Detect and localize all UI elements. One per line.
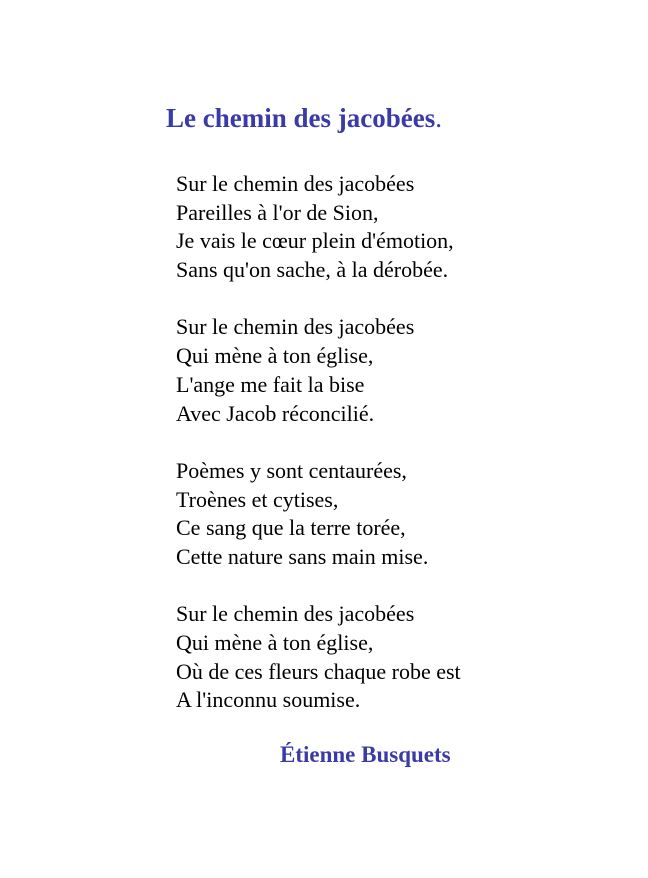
poem-title-text: Le chemin des jacobées xyxy=(166,103,436,133)
poem-line: Ce sang que la terre torée, xyxy=(176,515,406,541)
stanza-3 xyxy=(176,457,461,572)
poem-line: Où de ces fleurs chaque robe est xyxy=(176,658,461,684)
poem-line: Sans qu'on sache, à la dérobée. xyxy=(176,257,449,283)
poem-line: Cette nature sans main mise. xyxy=(176,543,429,569)
poem-line: Qui mène à ton église, xyxy=(176,629,374,655)
poem-line: Je vais le cœur plein d'émotion, xyxy=(176,228,454,254)
poem-line: Sur le chemin des jacobées xyxy=(176,314,415,340)
poem-line: L'ange me fait la bise xyxy=(176,371,365,397)
poem-line: Pareilles à l'or de Sion, xyxy=(176,199,379,225)
poem-line: Sur le chemin des jacobées xyxy=(176,601,415,627)
poem-line: Avec Jacob réconcilié. xyxy=(176,400,375,426)
poem-author: Étienne Busquets xyxy=(280,742,451,767)
poem-line: Sur le chemin des jacobées xyxy=(176,171,415,196)
stanza-2 xyxy=(176,313,461,428)
stanza-4 xyxy=(176,600,461,715)
poem-line: Qui mène à ton église, xyxy=(176,343,374,369)
poem-title-period: . xyxy=(435,103,442,133)
poem-line: Poèmes y sont centaurées, xyxy=(176,457,407,483)
poem-body xyxy=(176,170,461,744)
stanza-1 xyxy=(176,170,461,285)
poem-line: Troènes et cytises, xyxy=(176,486,339,512)
poem-line: A l'inconnu soumise. xyxy=(176,687,361,713)
poem-title xyxy=(166,100,442,136)
